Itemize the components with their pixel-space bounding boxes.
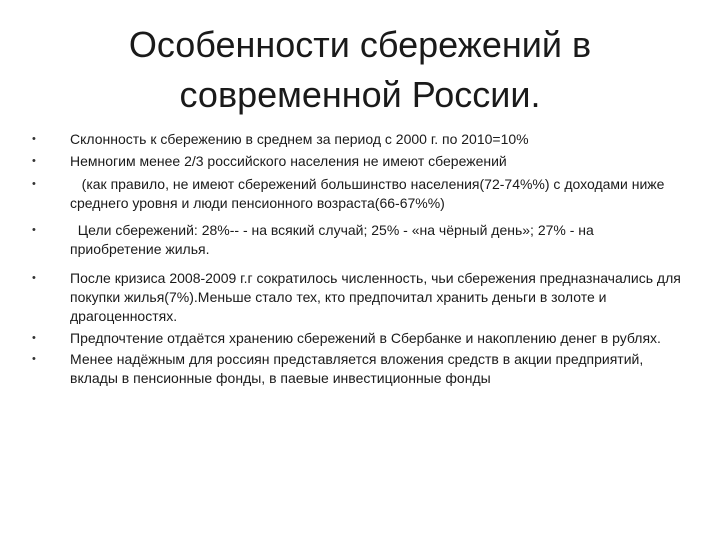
bullet-item-investments bbox=[32, 350, 682, 388]
title-line-2: современной России. bbox=[179, 74, 541, 115]
bullet-dot-icon: • bbox=[32, 133, 36, 145]
title-line-1: Особенности сбережений в bbox=[128, 24, 592, 65]
bullet-dot-icon: • bbox=[32, 178, 36, 190]
slide-title bbox=[40, 20, 680, 120]
bullet-dot-icon: • bbox=[32, 332, 36, 344]
bullet-text: (как правило, не имеют сбережений большинство населения(72-74%%) с доходами ниже среднего уровня и люди пенсионного возраста(66-67%%) bbox=[70, 176, 669, 211]
bullet-item-sberbank bbox=[32, 329, 682, 348]
bullet-text: Немногим менее 2/3 российского населения не имеют сбережений bbox=[70, 153, 507, 169]
bullet-text: Склонность к сбережению в среднем за период с 2000 г. по 2010=10% bbox=[70, 131, 529, 147]
bullet-text: Предпочтение отдаётся хранению сбережений в Сбербанке и накоплению денег в рублях. bbox=[70, 330, 661, 346]
bullet-dot-icon: • bbox=[32, 272, 36, 284]
bullet-text: После кризиса 2008-2009 г.г сократилось численность, чьи сбережения предназначались для покупки жилья(7%).Меньше стало тех, кто предпочитал хранить деньги в золоте и драгоценностях. bbox=[70, 270, 681, 324]
bullet-item-income-groups bbox=[32, 175, 682, 213]
bullet-list bbox=[32, 130, 682, 388]
bullet-dot-icon: • bbox=[32, 155, 36, 167]
bullet-dot-icon: • bbox=[32, 353, 36, 365]
bullet-text: Цели сбережений: 28%-- - на всякий случай; 25% - «на чёрный день»; 27% - на приобретение жилья. bbox=[70, 222, 598, 257]
bullet-item-crisis bbox=[32, 269, 682, 326]
bullet-item-savings-goals bbox=[32, 221, 682, 259]
bullet-text: Менее надёжным для россиян представляется вложения средств в акции предприятий, вклады в пенсионные фонды, в паевые инвестиционные фонды bbox=[70, 351, 644, 386]
bullet-item-savings-propensity bbox=[32, 130, 682, 149]
bullet-dot-icon: • bbox=[32, 224, 36, 236]
bullet-item-no-savings bbox=[32, 152, 682, 172]
